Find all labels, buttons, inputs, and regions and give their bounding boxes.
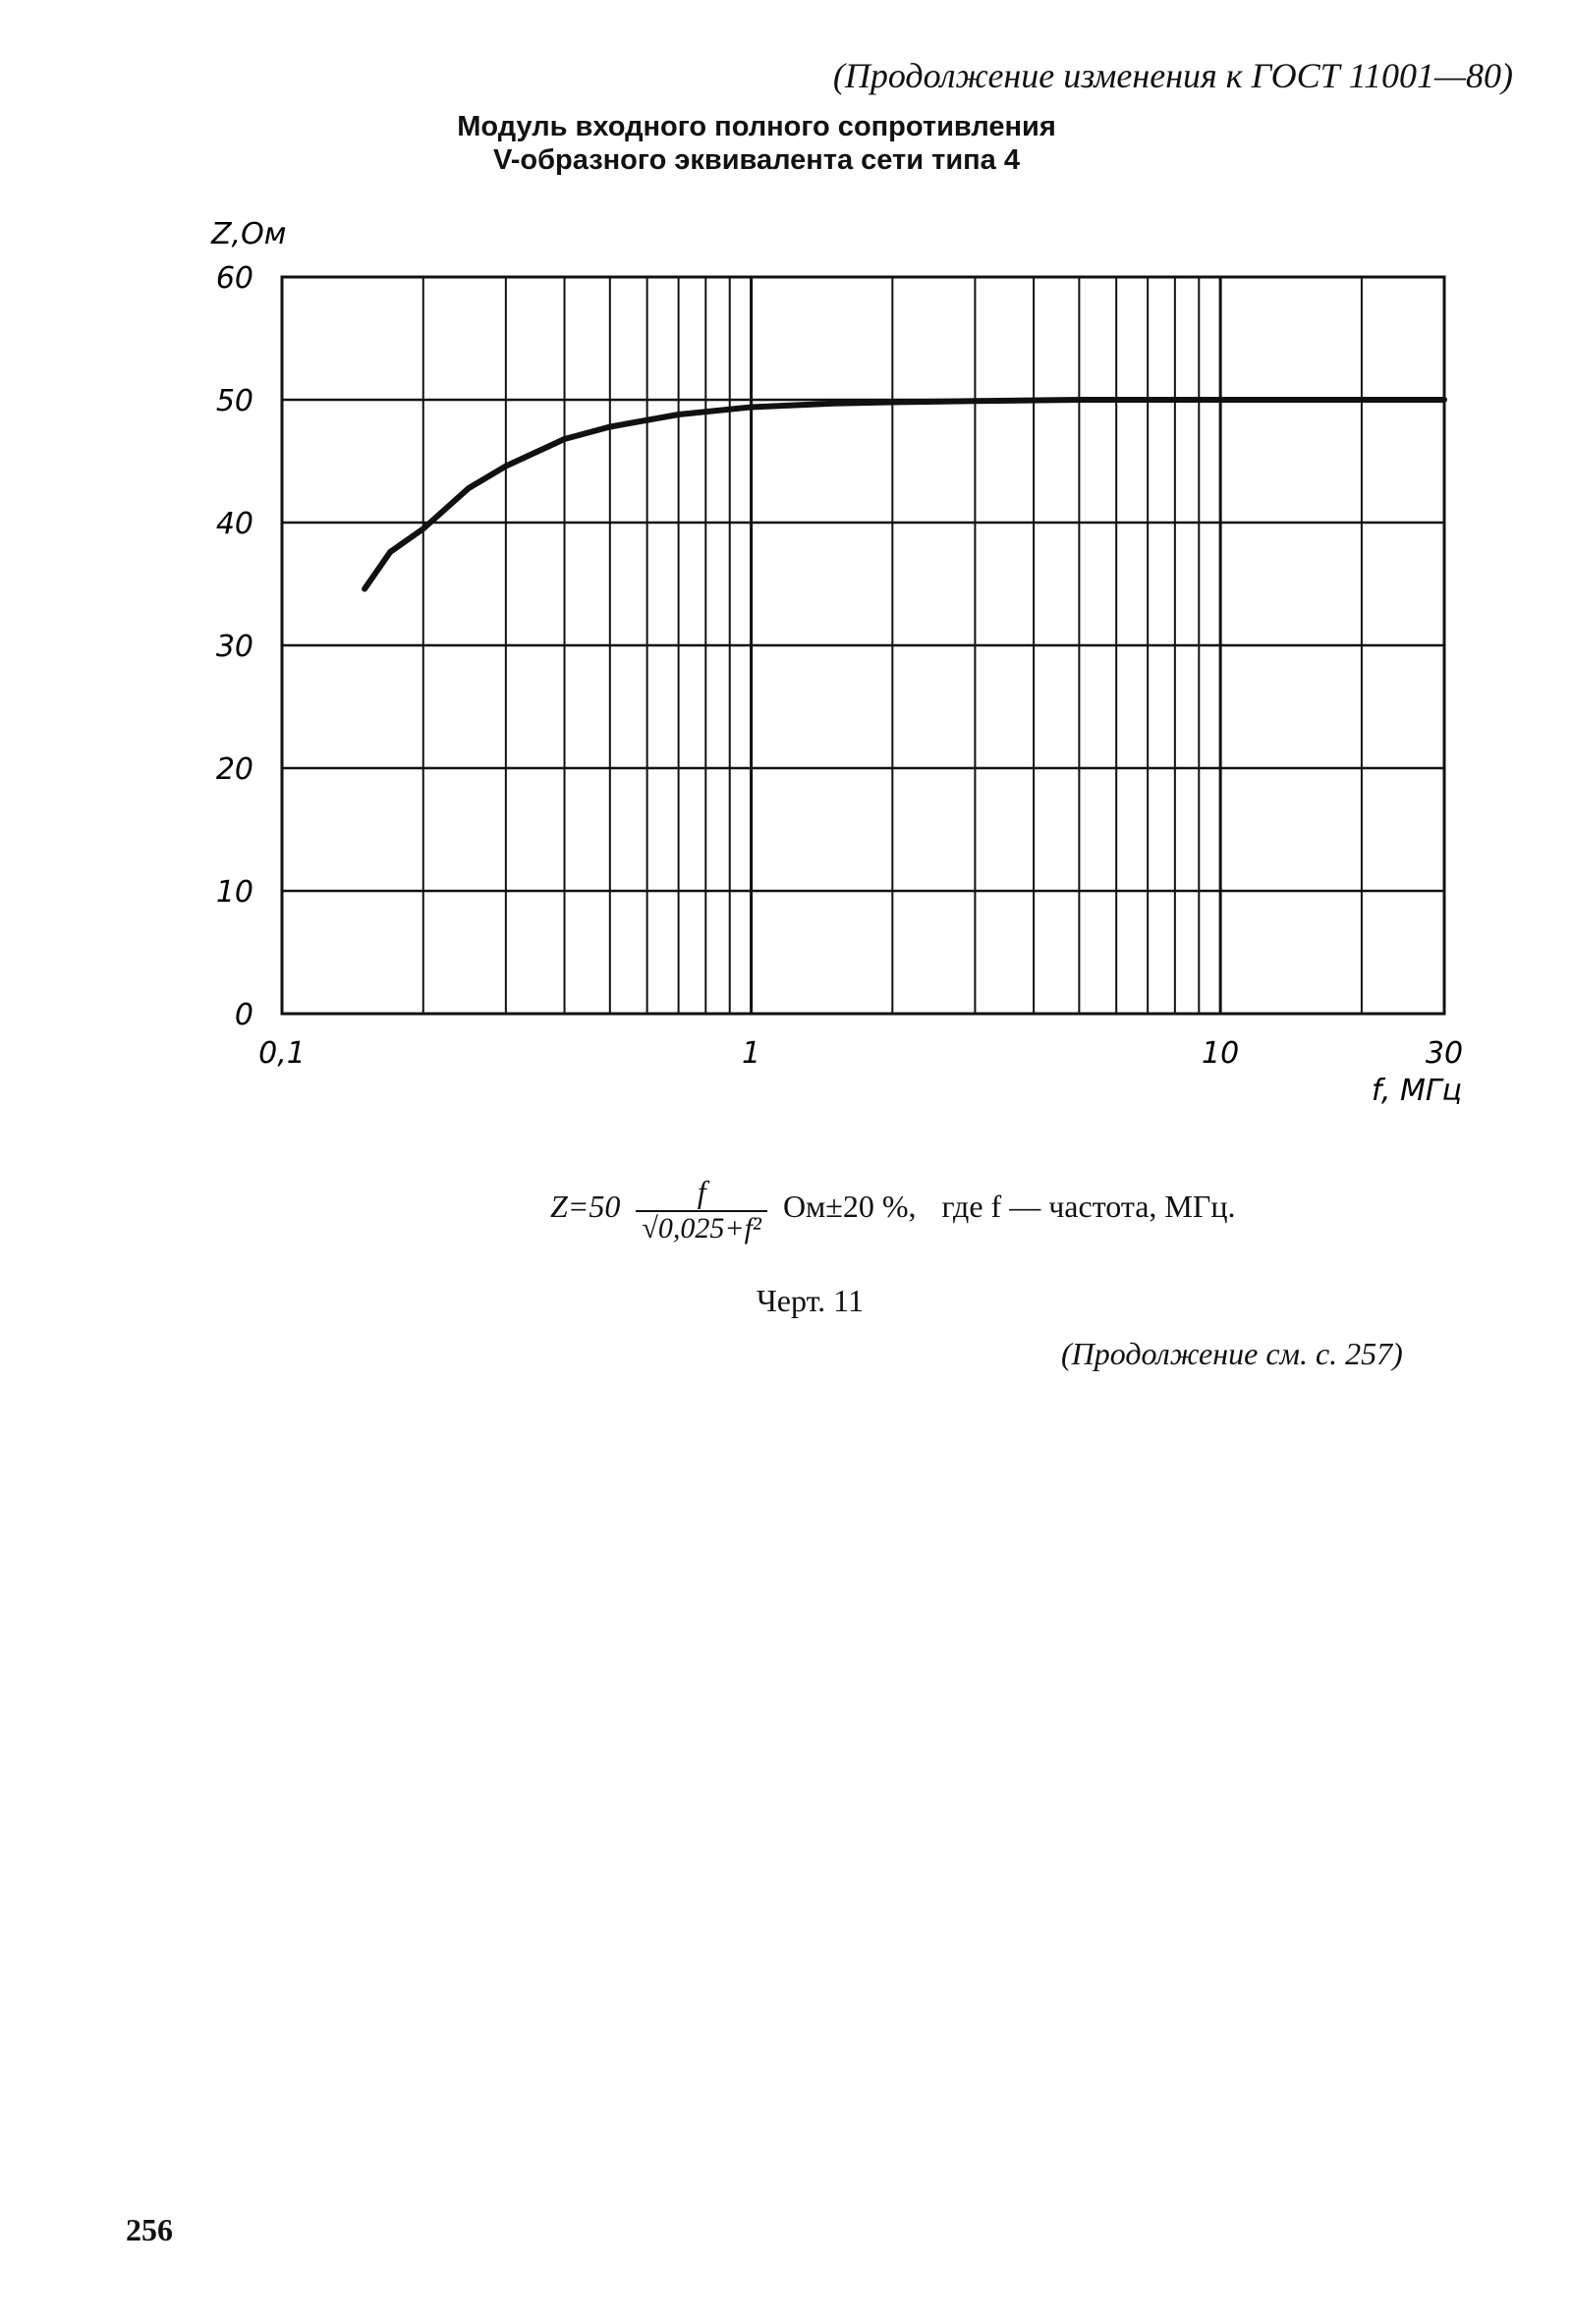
formula-numerator: f [697, 1174, 706, 1209]
y-tick-label: 40 [215, 507, 253, 541]
data-point [1078, 399, 1081, 402]
data-point [421, 527, 424, 530]
data-point [608, 425, 611, 428]
y-axis-label: Z,Ом [211, 217, 287, 251]
y-tick-label: 60 [215, 261, 253, 296]
formula-denominator: √0,025+f² [636, 1210, 767, 1245]
data-point [389, 551, 392, 554]
data-point [504, 465, 507, 468]
formula [550, 1174, 1235, 1245]
major-grid [282, 277, 1444, 1014]
page-number: 256 [126, 2212, 173, 2247]
x-tick-label: 10 [1202, 1036, 1240, 1071]
figure-caption: Черт. 11 [757, 1283, 864, 1318]
x-tick-label: 0,1 [258, 1036, 306, 1071]
data-point [1360, 399, 1363, 402]
x-axis-label: f, МГц [1371, 1074, 1462, 1108]
x-tick-label: 1 [742, 1036, 761, 1071]
header-note: (Продолжение изменения к ГОСТ 11001—80) [832, 56, 1513, 95]
data-point [677, 414, 680, 416]
data-point [891, 401, 894, 404]
continuation-note: (Продолжение см. с. 257) [1061, 1336, 1403, 1371]
data-point [364, 587, 366, 590]
y-tick-label: 10 [215, 875, 253, 910]
data-point [974, 400, 977, 403]
formula-lhs: Z=50 [550, 1188, 621, 1224]
y-tick-label: 0 [234, 998, 253, 1032]
formula-where: где f — частота, МГц. [941, 1188, 1236, 1224]
data-point [1443, 399, 1446, 402]
data-point [468, 487, 471, 490]
data-point [750, 406, 753, 409]
y-tick-label: 20 [215, 752, 253, 787]
series-line [365, 400, 1444, 589]
data-point [563, 438, 566, 441]
data-point [832, 402, 835, 405]
formula-fraction [636, 1174, 767, 1245]
series-layer [364, 399, 1446, 591]
impedance-chart [0, 0, 1572, 1130]
formula-unit: Ом±20 %, [782, 1188, 917, 1224]
tick-labels [216, 261, 1463, 1071]
y-tick-label: 30 [215, 630, 253, 664]
y-tick-label: 50 [215, 384, 253, 418]
data-point [1219, 399, 1222, 402]
chart-title-line-1: Модуль входного полного сопротивления [457, 111, 1056, 142]
x-tick-label: 30 [1425, 1036, 1464, 1071]
chart-title-line-2: V-образного эквивалента сети типа 4 [493, 144, 1020, 176]
